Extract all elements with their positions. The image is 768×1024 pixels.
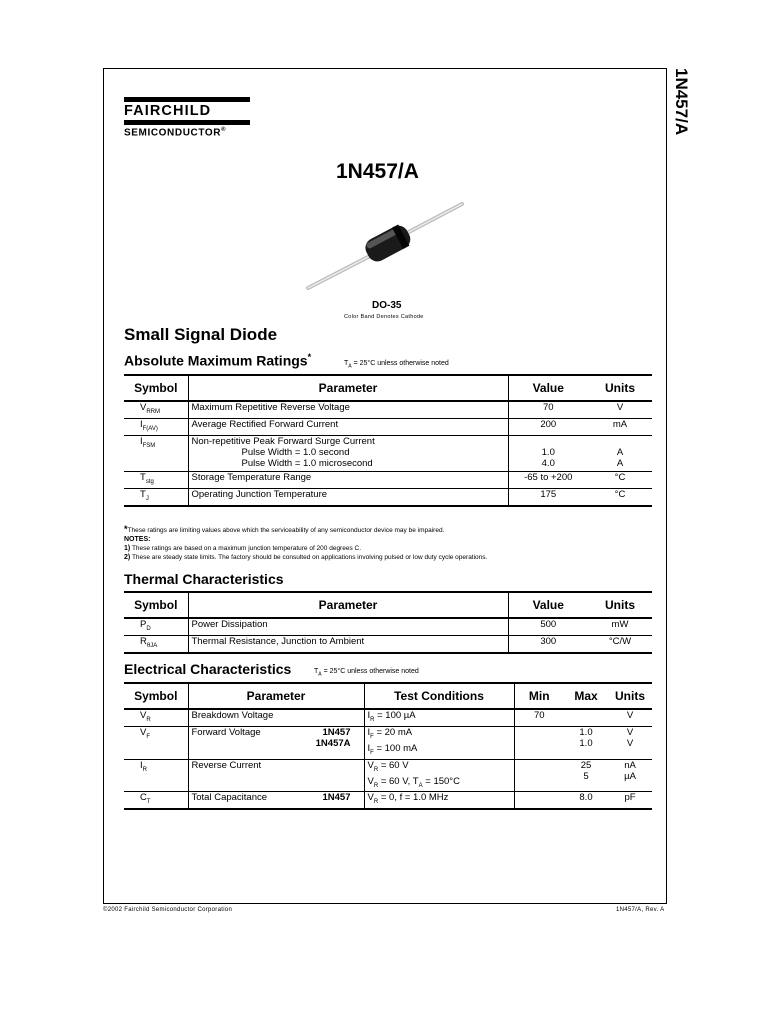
col-header-symbol: Symbol [124,375,188,401]
abs-max-heading: Absolute Maximum Ratings* [124,352,312,369]
col-header-symbol: Symbol [124,683,188,709]
symbol-cell: $I_{FSM}$ [124,435,188,471]
min-cell: 70 [514,709,564,726]
value-cell: 175 [508,488,588,505]
value-cell: 70 [508,401,588,418]
note-1: 1) These ratings are based on a maximum junction temperature of 200 degrees C. [124,545,362,552]
parameter-cell: Non-repetitive Peak Forward Surge Current Pulse Width = 1.0 second Pulse Width = 1.0 microsecond [188,435,508,471]
electrical-table [124,682,652,810]
col-header-symbol: Symbol [124,592,188,618]
table-row [124,471,652,488]
table-row [124,759,652,792]
min-cell [514,726,564,759]
col-header-value: Value [508,375,588,401]
device-type-heading: Small Signal Diode [124,325,278,344]
electrical-heading: Electrical Characteristics [124,661,292,677]
logo-bar-bottom [124,120,250,125]
unit-cell: nA µA [608,759,652,792]
col-header-parameter: Parameter [188,592,508,618]
symbol-cell: $R_{\theta JA}$ [124,635,188,652]
logo-subtitle: SEMICONDUCTOR® [124,127,227,139]
symbol-cell: $T_{stg}$ [124,471,188,488]
value-cell: 300 [508,635,588,652]
parameter-cell: Breakdown Voltage [188,709,364,726]
symbol-cell: $P_D$ [124,618,188,635]
col-header-units: Units [588,592,652,618]
table-header-row [124,683,652,709]
col-header-units: Units [588,375,652,401]
parameter-cell: Thermal Resistance, Junction to Ambient [188,635,508,652]
thermal-heading: Thermal Characteristics [124,571,284,587]
table-header-row [124,592,652,618]
symbol-cell: $I_R$ [124,759,188,792]
unit-cell: °C/W [588,635,652,652]
side-part-number [667,68,697,208]
value-cell: 200 [508,418,588,435]
min-cell [514,792,564,809]
table-row [124,726,652,759]
symbol-cell: $V_{RRM}$ [124,401,188,418]
col-header-parameter: Parameter [188,375,508,401]
abs-max-condition: $T_A = 25^\circ C$ unless otherwise noted [344,360,449,370]
col-header-min: Min [514,683,564,709]
col-header-units: Units [608,683,652,709]
table-row [124,401,652,418]
fairchild-logo [124,97,250,138]
condition-cell: $I_R = 100$ µA [364,709,514,726]
footer-revision: 1N457/A, Rev. A [616,907,665,913]
min-cell [514,759,564,792]
col-header-value: Value [508,592,588,618]
table-row [124,618,652,635]
unit-cell: V V [608,726,652,759]
thermal-table [124,591,652,654]
max-cell: 1.0 1.0 [564,726,608,759]
max-cell [564,709,608,726]
parameter-cell: Storage Temperature Range [188,471,508,488]
max-cell: 8.0 [564,792,608,809]
symbol-cell: $C_T$ [124,792,188,809]
table-row [124,792,652,809]
table-header-row [124,375,652,401]
parameter-cell: Operating Junction Temperature [188,488,508,505]
max-cell: 25 5 [564,759,608,792]
unit-cell: V [588,401,652,418]
value-cell: -65 to +200 [508,471,588,488]
table-row [124,488,652,505]
package-name: DO-35 [372,300,402,311]
condition-cell: $V_R = 0$, f = 1.0 MHz [364,792,514,809]
unit-cell: A A [588,435,652,471]
unit-cell: mW [588,618,652,635]
table-row [124,435,652,471]
part-title: 1N457/A [336,160,419,183]
notes-label: NOTES: [124,536,151,543]
unit-cell: °C [588,471,652,488]
logo-name: FAIRCHILD [124,103,212,119]
side-title-text: 1N457/A [672,68,691,136]
condition-cell: $I_F = 20$ mA $I_F = 100$ mA [364,726,514,759]
value-cell: 500 [508,618,588,635]
ratings-notes [124,525,487,562]
parameter-cell: Total Capacitance 1N457 [188,792,364,809]
unit-cell: pF [608,792,652,809]
parameter-cell: Reverse Current [188,759,364,792]
table-row [124,635,652,652]
col-header-parameter: Parameter [188,683,364,709]
unit-cell: °C [588,488,652,505]
abs-max-table [124,374,652,507]
note-2: 2) These are steady state limits. The factory should be consulted on applications involving pulsed or low duty cycle operations. [124,554,488,561]
symbol-cell: $V_R$ [124,709,188,726]
unit-cell: V [608,709,652,726]
do35-diode-image [300,196,470,296]
electrical-condition: $T_A = 25^\circ C$ unless otherwise noted [314,668,419,678]
condition-cell: $V_R = 60$ V $V_R = 60$ V, $T_A = 150^\circ C$ [364,759,514,792]
col-header-max: Max [564,683,608,709]
parameter-cell: Average Rectified Forward Current [188,418,508,435]
col-header-test-conditions: Test Conditions [364,683,514,709]
parameter-cell: Forward Voltage 1N457 1N457A [188,726,364,759]
parameter-cell: Power Dissipation [188,618,508,635]
table-row [124,418,652,435]
table-row [124,709,652,726]
symbol-cell: $T_J$ [124,488,188,505]
footer-copyright: ©2002 Fairchild Semiconductor Corporation [103,907,233,913]
unit-cell: mA [588,418,652,435]
logo-bar-top [124,97,250,102]
symbol-cell: $V_F$ [124,726,188,759]
package-note: Color Band Denotes Cathode [344,314,424,320]
star-note: *These ratings are limiting values above which the serviceability of any semiconductor device may be impaired. [124,524,445,534]
symbol-cell: $I_{F(AV)}$ [124,418,188,435]
parameter-cell: Maximum Repetitive Reverse Voltage [188,401,508,418]
value-cell: 1.0 4.0 [508,435,588,471]
